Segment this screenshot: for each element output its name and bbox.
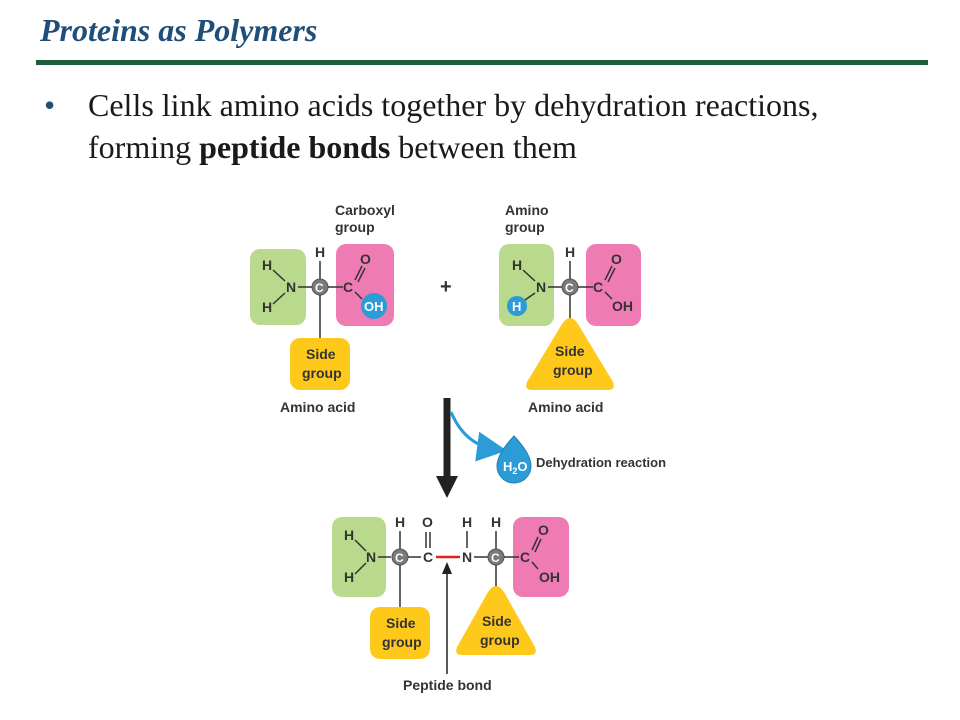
atom-n: N	[536, 279, 547, 295]
dehydration-reaction-label: Dehydration reaction	[536, 455, 667, 470]
atom-n: N	[366, 549, 377, 565]
atom-h: H	[262, 257, 273, 273]
atom-o: O	[538, 522, 549, 538]
side-group-label-2: group	[302, 365, 342, 381]
atom-h: H	[315, 244, 326, 260]
bullet-dot-icon: •	[44, 87, 56, 123]
atom-c: C	[593, 279, 604, 295]
atom-c: C	[423, 549, 434, 565]
atom-h: H	[262, 299, 273, 315]
atom-c: C	[565, 281, 574, 295]
amino-acid-label: Amino acid	[280, 399, 356, 415]
atom-c: C	[520, 549, 531, 565]
atom-oh: OH	[364, 299, 384, 314]
amino-group-label-2: group	[505, 219, 545, 235]
water-label: $H_2O$	[503, 459, 528, 476]
dipeptide	[332, 514, 569, 693]
atom-h: H	[395, 514, 406, 530]
atom-h: H	[344, 569, 355, 585]
atom-h: H	[512, 257, 523, 273]
side-group-label-2: group	[382, 634, 422, 650]
atom-oh: OH	[612, 298, 633, 314]
atom-n: N	[286, 279, 297, 295]
atom-oh: OH	[539, 569, 560, 585]
amino-group-box	[332, 517, 386, 597]
atom-c: C	[491, 551, 500, 565]
amino-acid-1	[250, 202, 395, 415]
peptide-bond-label: Peptide bond	[403, 677, 492, 693]
atom-c: C	[315, 281, 324, 295]
water-release-arrow-icon	[451, 412, 495, 449]
bullet-text-part1: Cells link amino acids together by dehydration reactions, forming	[88, 87, 819, 165]
side-group-label-2: group	[480, 632, 520, 648]
amino-acid-2	[499, 202, 641, 415]
peptide-bond-pointer-head-icon	[442, 562, 452, 574]
side-group-label: Side	[306, 346, 336, 362]
slide-title: Proteins as Polymers	[40, 12, 318, 48]
plus-sign: +	[440, 276, 452, 298]
atom-c: C	[395, 551, 404, 565]
carboxyl-group-label-2: group	[335, 219, 375, 235]
atom-o: O	[422, 514, 433, 530]
atom-c: C	[343, 279, 354, 295]
atom-h: H	[512, 299, 522, 314]
bullet-text-part2: between them	[390, 129, 577, 165]
atom-h: H	[462, 514, 473, 530]
atom-h: H	[565, 244, 576, 260]
side-group-label: Side	[482, 613, 512, 629]
carboxyl-group-label: Carboxyl	[335, 202, 395, 218]
bullet-text-bold: peptide bonds	[199, 129, 391, 165]
atom-o: O	[360, 251, 371, 267]
reaction-arrow-head-icon	[436, 476, 458, 498]
atom-h: H	[344, 527, 355, 543]
amino-acid-label: Amino acid	[528, 399, 604, 415]
atom-n: N	[462, 549, 473, 565]
side-group-label: Side	[555, 343, 585, 359]
amino-group-label: Amino	[505, 202, 549, 218]
side-group-label: Side	[386, 615, 416, 631]
atom-o: O	[611, 251, 622, 267]
atom-h: H	[491, 514, 502, 530]
side-group-label-2: group	[553, 362, 593, 378]
amino-group-box	[250, 249, 306, 325]
